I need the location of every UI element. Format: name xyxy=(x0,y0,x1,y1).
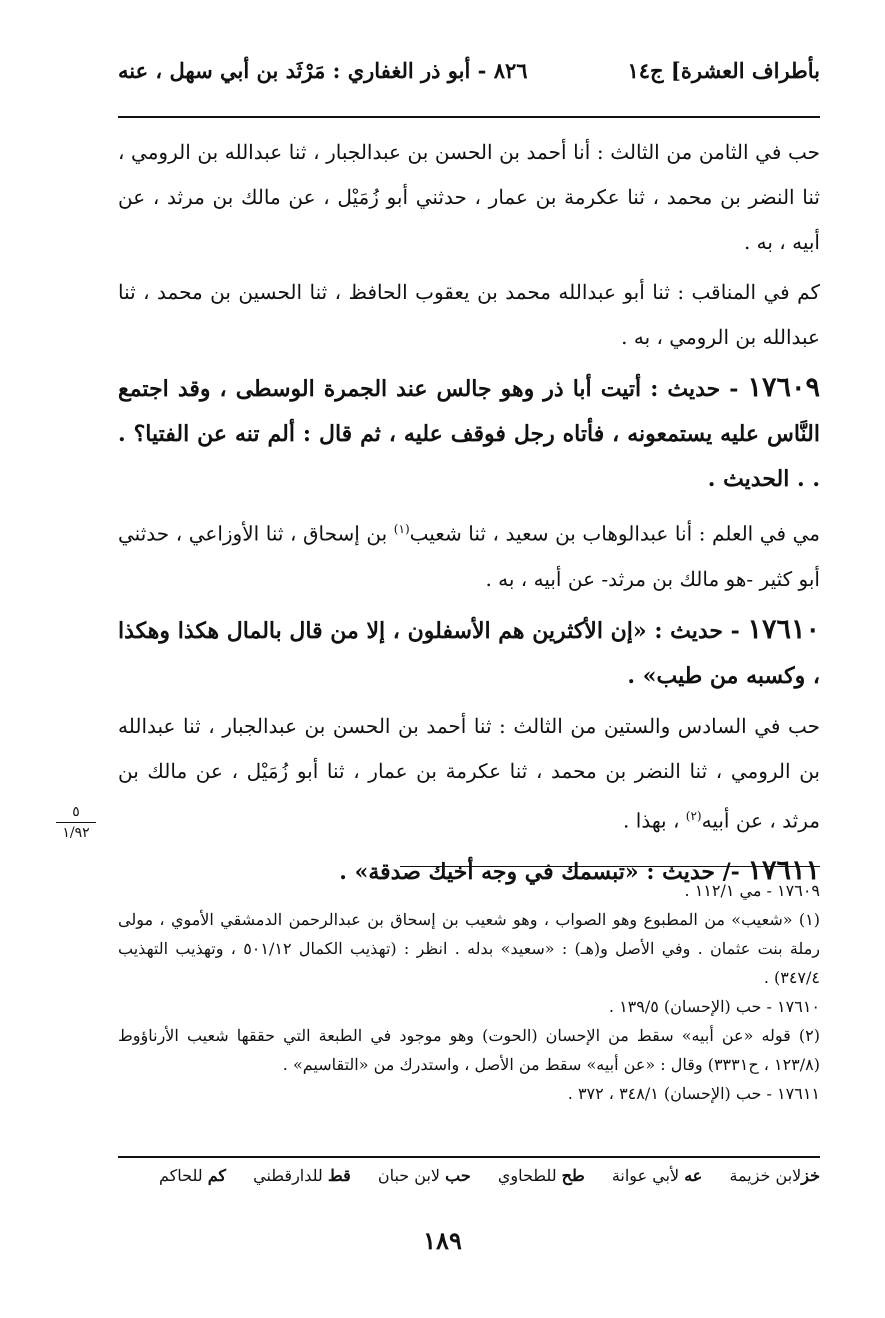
abbreviations-rule xyxy=(118,1156,820,1158)
footnote-17611: ١٧٦١١ - حب (الإحسان) ٣٤٨/١ ، ٣٧٢ . xyxy=(567,1084,820,1103)
abbr-item: خزلابن خزيمة xyxy=(729,1166,820,1185)
hadith-17609 xyxy=(118,365,820,502)
paragraph-source-hakim: كم في المناقب : ثنا أبو عبدالله محمد بن يعقوب الحافظ ، ثنا الحسين بن محمد ، ثنا عبدالله بن الرومي ، به . xyxy=(118,280,820,349)
abbr-item: عه لأبي عوانة xyxy=(611,1166,703,1185)
abbr-item: طح للطحاوي xyxy=(497,1166,585,1185)
abbr-item: كم للحاكم xyxy=(159,1166,227,1185)
paragraph-source-hibban-1: حب في الثامن من الثالث : أنا أحمد بن الحسن بن عبدالجبار ، ثنا عبدالله بن الرومي ، ثنا النضر بن محمد ، ثنا عكرمة بن عمار ، حدثني أبو زُمَيْل ، عن مالك بن مرثد ، عن أبيه ، به . xyxy=(118,140,820,254)
running-header xyxy=(118,58,820,94)
hadith-text: - حديث : أتيت أبا ذر وهو جالس عند الجمرة الوسطى ، وقد اجتمع النَّاس عليه يستمعونه ، فأتاه رجل فوقف عليه ، ثم قال : ألم تنه عن الفتيا؟ . . . الحديث . xyxy=(118,376,820,492)
header-volume-title: بأطراف العشرة] ج١٤ xyxy=(627,58,820,83)
footnote-ref-2: (٢) xyxy=(685,808,702,823)
hadith-17610 xyxy=(118,607,820,699)
abbr-item: حب لابن حبان xyxy=(377,1166,471,1185)
paragraph-source-darimi: مي في العلم : أنا عبدالوهاب بن سعيد ، ثنا شعيب$^{(١)}$ بن إسحاق ، ثنا الأوزاعي ، حدثني أبو كثير -هو مالك بن مرثد- عن أبيه ، به . xyxy=(118,521,820,591)
hadith-number: ١٧٦١٠ xyxy=(747,613,820,645)
abbr-item: قط للدارقطني xyxy=(253,1166,351,1185)
header-rule xyxy=(118,116,820,118)
footnote-ref-1: (١) xyxy=(393,522,410,536)
footnote-2: (٢) قوله «عن أبيه» سقط من الإحسان (الحوت) وهو موجود في الطبعة التي حققها شعيب الأرناؤوط (١٢٣/٨ ، ح٣٣٣١) وقال : «عن أبيه» سقط من الأصل ، واستدرك من «التقاسيم» . xyxy=(118,1026,821,1074)
hadith-text: - حديث : «إن الأكثرين هم الأسفلون ، إلا من قال بالمال هكذا وهكذا ، وكسبه من طيب» . xyxy=(118,617,820,689)
footnotes xyxy=(118,876,820,1108)
page-number: ١٨٩ xyxy=(423,1226,462,1255)
footnote-1: (١) «شعيب» من المطبوع وهو الصواب ، وهو شعيب بن إسحاق بن عبدالرحمن الدمشقي الأموي ، مولى رملة بنت عثمان . وفي الأصل و(هـ) : «سعيد» بدله . انظر : (تهذيب الكمال ٥٠١/١٢ ، وتهذيب التهذيب ٣٤٧/٤) . xyxy=(118,910,821,987)
hadith-number: ١٧٦١١ xyxy=(747,855,820,887)
margin-folio-note: ٥ ١/٩٢ xyxy=(56,804,96,841)
footnote-17610: ١٧٦١٠ - حب (الإحسان) ١٣٩/٥ . xyxy=(608,997,820,1016)
hadith-number: ١٧٦٠٩ xyxy=(747,372,820,403)
header-section-title: ٨٢٦ - أبو ذر الغفاري : مَرْثَد بن أبي سهل ، عنه xyxy=(118,58,528,83)
hadith-text: -/ حديث : «تبسمك في وجه أخيك صدقة» . xyxy=(339,859,740,886)
paragraph-source-hibban-2: حب في السادس والستين من الثالث : ثنا أحمد بن الحسن بن عبدالجبار ، ثنا عبدالله بن الرومي ، ثنا النضر بن محمد ، ثنا عكرمة بن عمار ، ثنا أبو زُمَيْل ، عن مالك بن مرثد ، عن أبيه$^{(٢)}$ ، بهذا . xyxy=(118,713,820,833)
footnote-rule xyxy=(400,866,820,867)
main-text xyxy=(118,130,820,900)
abbreviations-key xyxy=(118,1166,820,1198)
footnote-17609: ١٧٦٠٩ - مي ١١٢/١ . xyxy=(684,881,820,900)
